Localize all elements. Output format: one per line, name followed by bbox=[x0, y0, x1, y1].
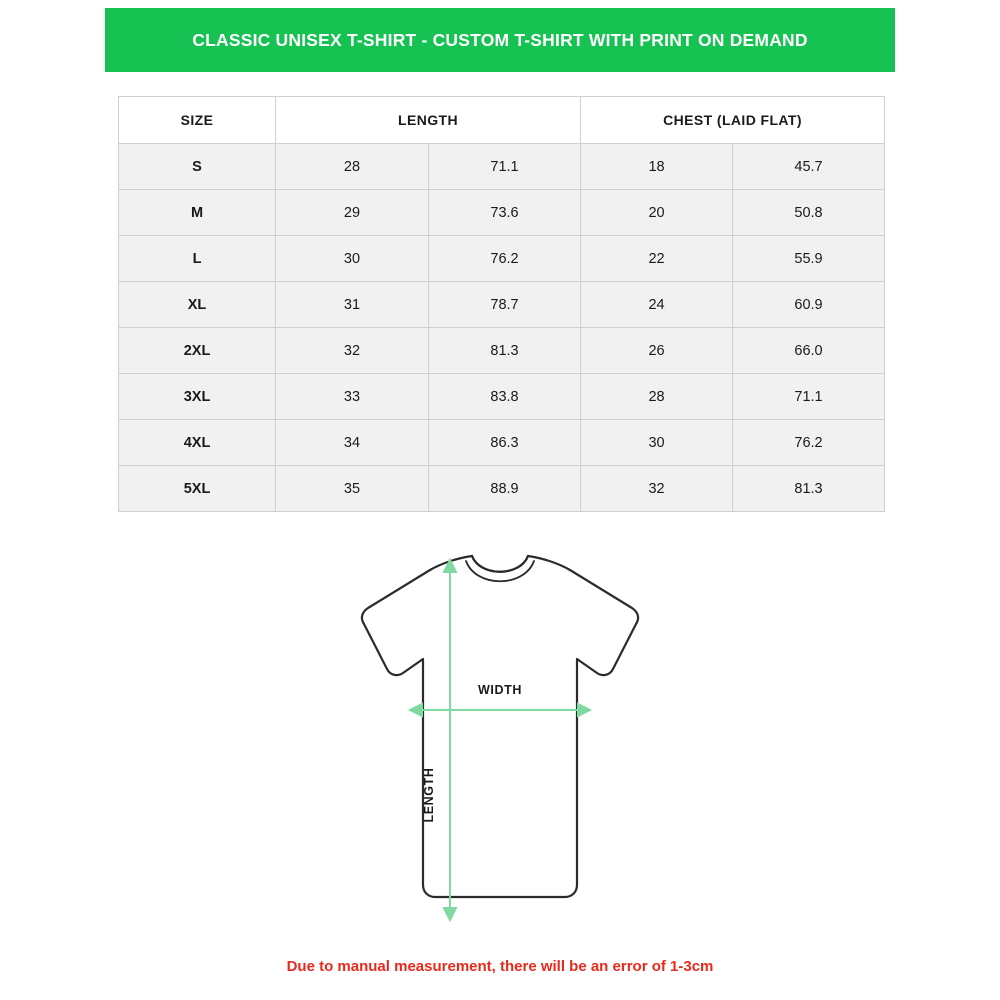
cell-chest-in: 26 bbox=[581, 328, 733, 374]
cell-chest-in: 20 bbox=[581, 190, 733, 236]
table-row bbox=[119, 236, 885, 282]
cell-size: L bbox=[119, 236, 276, 282]
cell-chest-cm: 50.8 bbox=[733, 190, 885, 236]
cell-chest-cm: 55.9 bbox=[733, 236, 885, 282]
column-header-size: SIZE bbox=[119, 97, 276, 144]
table-row bbox=[119, 282, 885, 328]
cell-length-cm: 88.9 bbox=[429, 466, 581, 512]
table-row bbox=[119, 328, 885, 374]
cell-size: 2XL bbox=[119, 328, 276, 374]
cell-length-in: 34 bbox=[276, 420, 429, 466]
cell-length-cm: 86.3 bbox=[429, 420, 581, 466]
length-label: LENGTH bbox=[422, 767, 436, 823]
cell-length-in: 29 bbox=[276, 190, 429, 236]
cell-size: 4XL bbox=[119, 420, 276, 466]
size-chart-table bbox=[118, 96, 885, 512]
cell-length-in: 30 bbox=[276, 236, 429, 282]
cell-chest-in: 28 bbox=[581, 374, 733, 420]
table-row bbox=[119, 420, 885, 466]
cell-chest-cm: 71.1 bbox=[733, 374, 885, 420]
cell-length-in: 32 bbox=[276, 328, 429, 374]
cell-length-cm: 71.1 bbox=[429, 144, 581, 190]
table-row bbox=[119, 144, 885, 190]
cell-length-in: 28 bbox=[276, 144, 429, 190]
cell-chest-cm: 81.3 bbox=[733, 466, 885, 512]
cell-chest-in: 32 bbox=[581, 466, 733, 512]
cell-length-in: 35 bbox=[276, 466, 429, 512]
cell-chest-cm: 60.9 bbox=[733, 282, 885, 328]
cell-length-cm: 76.2 bbox=[429, 236, 581, 282]
cell-chest-in: 24 bbox=[581, 282, 733, 328]
tshirt-diagram bbox=[280, 530, 720, 930]
measurement-disclaimer: Due to manual measurement, there will be an error of 1-3cm bbox=[286, 958, 714, 975]
cell-size: 3XL bbox=[119, 374, 276, 420]
cell-chest-cm: 45.7 bbox=[733, 144, 885, 190]
tshirt-outline-icon bbox=[362, 556, 638, 897]
cell-size: XL bbox=[119, 282, 276, 328]
column-header-chest: CHEST (LAID FLAT) bbox=[581, 97, 885, 144]
cell-length-cm: 81.3 bbox=[429, 328, 581, 374]
cell-size: M bbox=[119, 190, 276, 236]
cell-length-cm: 73.6 bbox=[429, 190, 581, 236]
cell-chest-cm: 76.2 bbox=[733, 420, 885, 466]
cell-size: 5XL bbox=[119, 466, 276, 512]
table-row bbox=[119, 190, 885, 236]
cell-chest-cm: 66.0 bbox=[733, 328, 885, 374]
page-title: CLASSIC UNISEX T-SHIRT - CUSTOM T-SHIRT WITH PRINT ON DEMAND bbox=[192, 29, 808, 50]
width-label: WIDTH bbox=[478, 683, 522, 697]
cell-length-cm: 78.7 bbox=[429, 282, 581, 328]
header-banner bbox=[105, 8, 895, 72]
cell-length-cm: 83.8 bbox=[429, 374, 581, 420]
table-header-row bbox=[119, 97, 885, 144]
table-row bbox=[119, 466, 885, 512]
table-row bbox=[119, 374, 885, 420]
cell-chest-in: 30 bbox=[581, 420, 733, 466]
cell-size: S bbox=[119, 144, 276, 190]
cell-length-in: 33 bbox=[276, 374, 429, 420]
cell-length-in: 31 bbox=[276, 282, 429, 328]
cell-chest-in: 22 bbox=[581, 236, 733, 282]
cell-chest-in: 18 bbox=[581, 144, 733, 190]
column-header-length: LENGTH bbox=[276, 97, 581, 144]
